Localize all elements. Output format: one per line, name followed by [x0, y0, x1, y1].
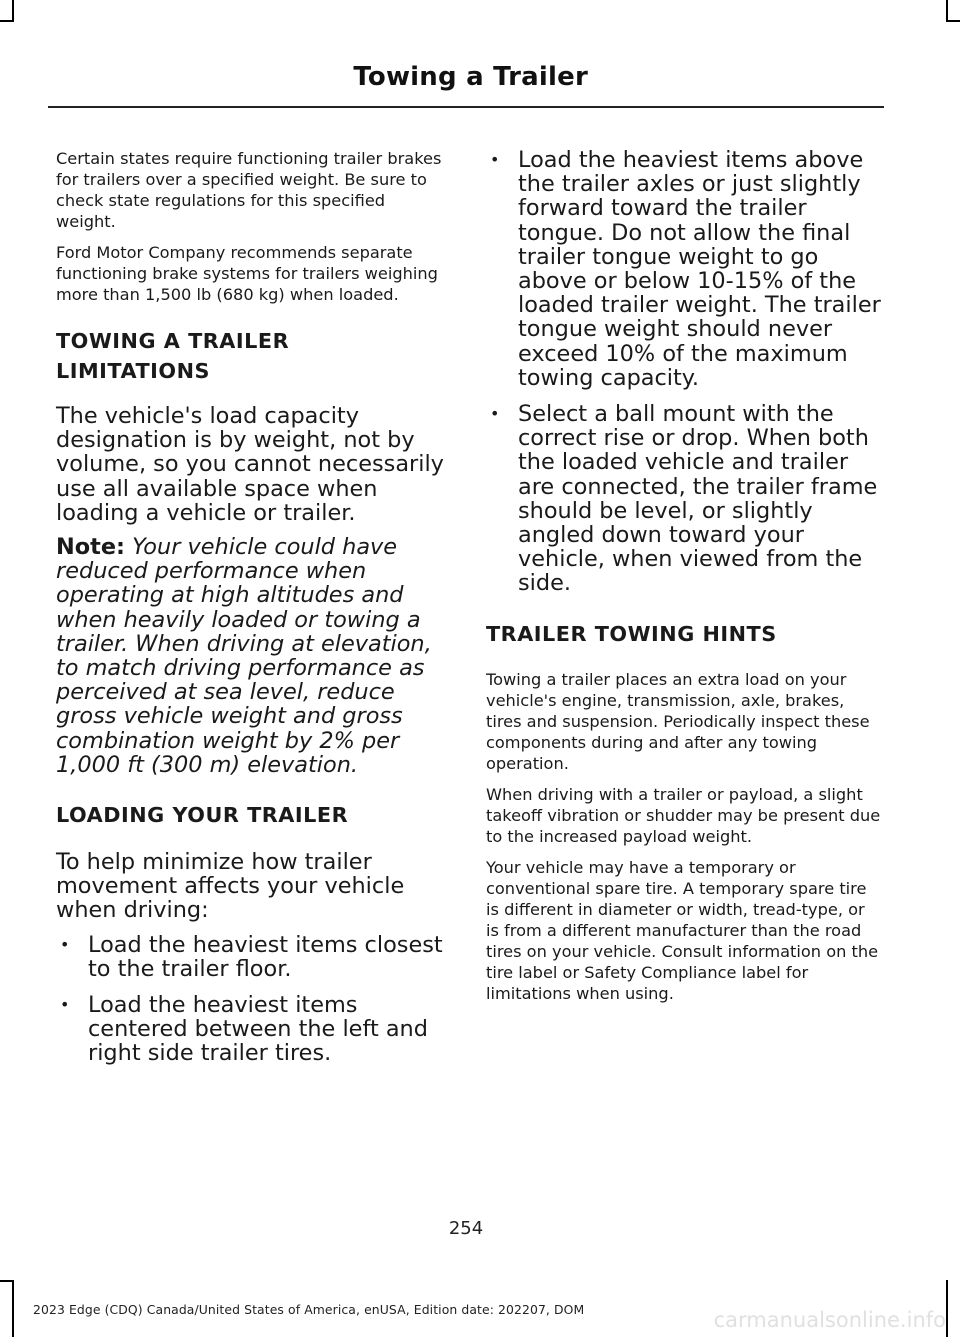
page-number: 254: [448, 1218, 484, 1239]
paragraph-extra-load: Towing a trailer places an extra load on your vehicle's engine, transmission, axle, brakes, tires and suspension. Periodically inspect these components during and after any towing operation.: [486, 669, 870, 773]
paragraph-load-capacity: The vehicle's load capacity designation is by weight, not by volume, so you cannot necessarily use all available space when loading a vehicle or trailer.: [56, 403, 444, 526]
paragraph-trailer-brakes: Certain states require functioning trailer brakes for trailers over a specified weight. Be sure to check state regulations for this specified weight.: [56, 149, 442, 231]
bullet-icon: •: [490, 150, 500, 169]
note-text: Your vehicle could have reduced performance when operating at high altitudes and when heavily loaded or towing a trailer. When driving at elevation, to match driving performance as perceived at sea level, reduce gross vehicle weight and gross combination weight by 2% per 1,000 ft (300 m) elevation.: [56, 534, 432, 778]
bullet-icon: •: [60, 934, 70, 954]
crop-mark-top-right-h: [946, 20, 960, 22]
crop-mark-bottom-right-v: [946, 1280, 948, 1337]
right-column: [486, 148, 882, 1014]
list-item-text: Load the heaviest items centered between the left and right side trailer tires.: [88, 992, 428, 1067]
heading-line-2: LIMITATIONS: [56, 359, 210, 383]
watermark: carmanualsonline.info: [713, 1308, 946, 1332]
list-item-text: Load the heaviest items closest to the trailer floor.: [88, 931, 443, 982]
list-item: [56, 993, 448, 1066]
section-heading-towing-hints: TRAILER TOWING HINTS: [486, 621, 777, 646]
left-column: [56, 148, 448, 1078]
paragraph-brake-recommendation: Ford Motor Company recommends separate functioning brake systems for trailers weighing more than 1,500 lb (680 kg) when loaded.: [56, 243, 438, 304]
paragraph-takeoff-vibration: When driving with a trailer or payload, a slight takeoff vibration or shudder may be present due to the increased payload weight.: [486, 784, 881, 846]
section-heading-towing-limitations: [56, 327, 448, 386]
list-item: [486, 148, 882, 390]
bullet-icon: •: [490, 404, 500, 424]
bullet-icon: •: [60, 995, 70, 1015]
heading-line-1: TOWING A TRAILER: [56, 329, 290, 353]
list-item: [56, 933, 448, 981]
crop-mark-top-right-v: [946, 0, 948, 22]
header-divider: [48, 106, 884, 108]
section-heading-loading-trailer: LOADING YOUR TRAILER: [56, 803, 349, 828]
paragraph-minimize-movement: To help minimize how trailer movement affects your vehicle when driving:: [56, 849, 405, 924]
crop-mark-bottom-left-v: [12, 1280, 14, 1337]
list-item-text: Select a ball mount with the correct rise or drop. When both the loaded vehicle and trailer are connected, the trailer frame should be level, or slightly angled down toward your vehicle, when viewed from the side.: [518, 401, 878, 597]
note-label: Note:: [56, 534, 125, 561]
right-bullet-list: [486, 148, 882, 596]
crop-mark-top-left-v: [12, 0, 14, 22]
note-block: [56, 535, 448, 777]
page-title: Towing a Trailer: [353, 62, 588, 92]
crop-mark-top-left-h: [0, 20, 14, 22]
crop-mark-bottom-left-h: [0, 1280, 14, 1282]
paragraph-spare-tire: Your vehicle may have a temporary or conventional spare tire. A temporary spare tire is different in diameter or width, tread-type, or is from a different manufacturer than the road tires on your vehicle. Consult information on the tire label or Safety Compliance label for limitations when using.: [486, 857, 879, 1003]
left-bullet-list: [56, 933, 448, 1066]
footer-edition-info: 2023 Edge (CDQ) Canada/United States of America, enUSA, Edition date: 202207, DOM: [33, 1302, 585, 1317]
list-item: [486, 402, 882, 596]
list-item-text: Load the heaviest items above the trailer axles or just slightly forward toward the trailer tongue. Do not allow the final trailer tongue weight to go above or below 10-15% of the loaded trailer weight. The trailer tongue weight should never exceed 10% of the maximum towing capacity.: [518, 147, 881, 391]
